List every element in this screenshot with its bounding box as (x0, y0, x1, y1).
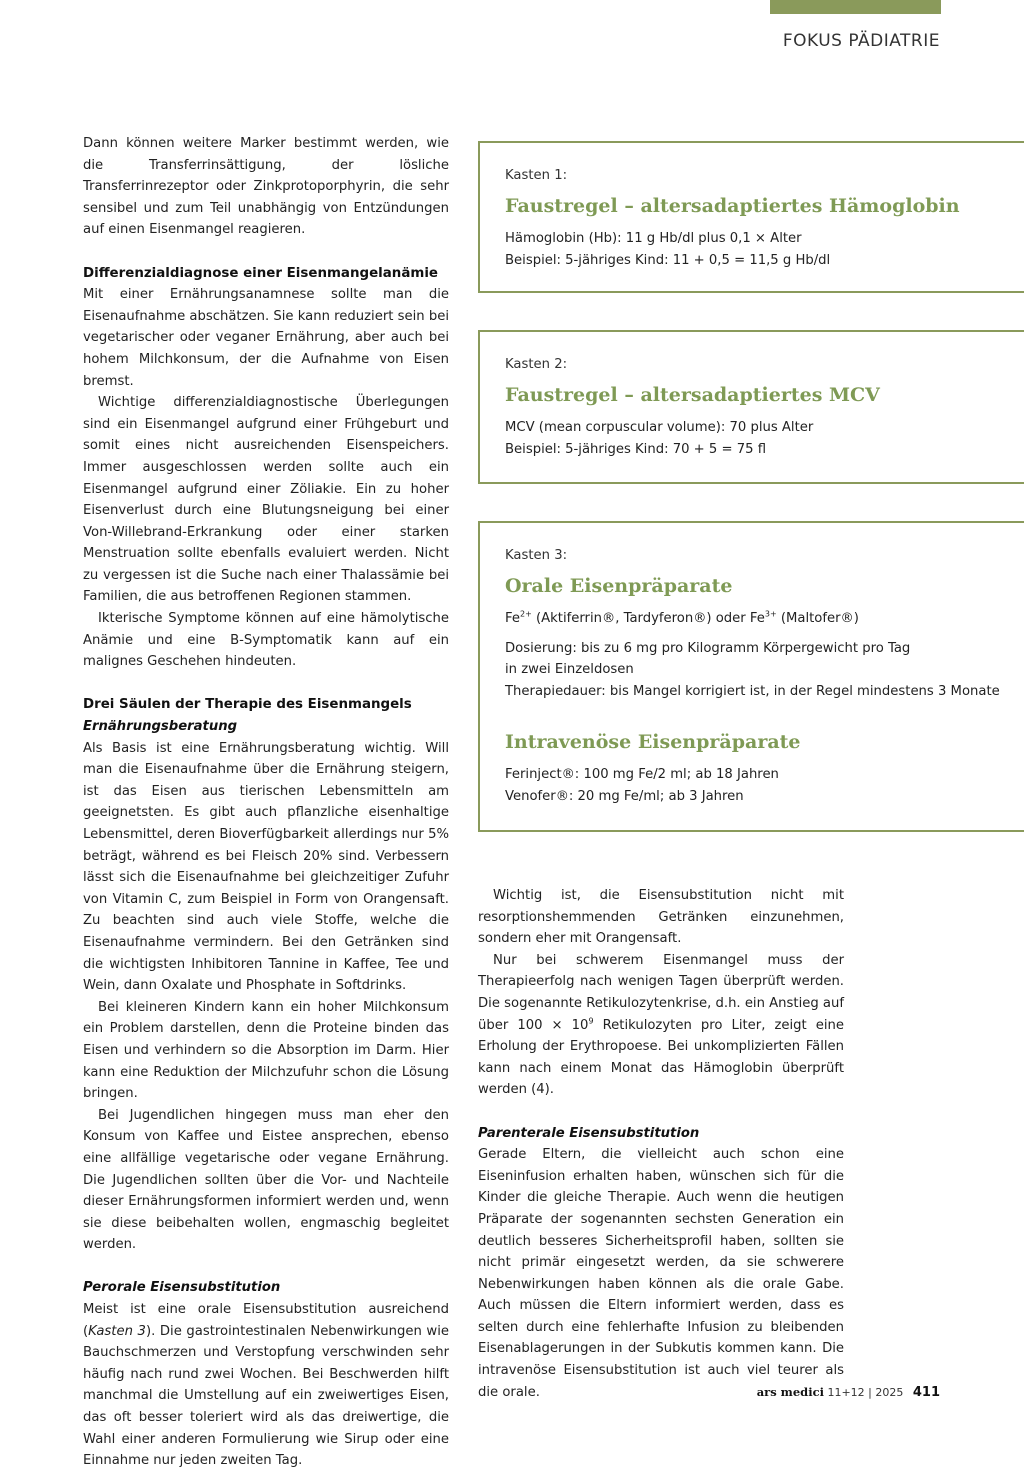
box-kicker: Kasten 1: (505, 168, 568, 183)
paragraph: Als Basis ist eine Ernährungsberatung wichtig. Will man die Eisenaufnahme über die Ernährung steigern, ist das Eisen aus tierischen Lebensmitteln am geeignetsten. Es gibt auch pflanzliche eisenhaltige Lebensmittel, deren Bioverfügbarkeit allerdings nur 5% beträgt, während es bei Fleisch 20% sind. Verbessern lässt sich die Eisenaufnahme bei gleichzeitiger Zufuhr von Vitamin C, zum Beispiel in Form von Orangensaft. Zu beachten sind auch viele Stoffe, welche die Eisenaufnahme vermindern. Bei den Getränken sind die wichtigsten Inhibitoren Tannine in Kaffee, Tee und Wein, dann Oxalate und Phosphate in Softdrinks. (83, 740, 449, 994)
subheading-nutrition-counseling: Ernährungsberatung (83, 719, 238, 735)
intro-paragraph: Dann können weitere Marker bestimmt werden, wie die Transferrinsättigung, der lösliche Transferrinrezeptor oder Zinkprotoporphyrin, die sehr sensibel und zum Teil unabhängig von Entzündungen auf einen Eisenmangel reagieren. (83, 136, 449, 238)
box-title: Orale Eisenpräparate (505, 575, 733, 597)
box-line: MCV (mean corpuscular volume): 70 plus Alter (505, 420, 814, 435)
box-title-iv: Intravenöse Eisenpräparate (505, 731, 801, 753)
paragraph: Meist ist eine orale Eisensubstitution ausreichend (Kasten 3). Die gastrointestinalen Nebenwirkungen wie Bauchschmerzen und Verstopfung verschwinden sehr häufig nach rund zwei Wochen. Bei Beschwerden hilft manchmal die Umstellung auf ein zweiwertiges Eisen, das oft besser toleriert wird als das dreiwertige, die Wahl einer anderen Formulierung wie Sirup oder eine Einnahme nur jeden zweiten Tag. (83, 1302, 449, 1469)
box-line: Beispiel: 5-jähriges Kind: 70 + 5 = 75 fl (505, 441, 767, 457)
paragraph: Bei Jugendlichen hingegen muss man eher den Konsum von Kaffee und Eistee ansprechen, ebenso eine allfällige vegetarische oder vegane Ernährung. Die Jugendlichen sollten über die Vor- und Nachteile dieser Ernährungsformen informiert werden und, wenn sie diese beibehalten wollen, engmaschig begleitet werden. (83, 1107, 449, 1253)
box-line: Ferinject®: 100 mg Fe/2 ml; ab 18 Jahren (505, 767, 779, 782)
box-title: Faustregel – altersadaptiertes Hämoglobin (505, 195, 960, 217)
journal-name: ars medici (756, 1385, 824, 1399)
duration-line: Therapiedauer: bis Mangel korrigiert ist, in der Regel mindestens 3 Monate (505, 683, 1000, 699)
box-line: Beispiel: 5-jähriges Kind: 11 + 0,5 = 11,5 g Hb/dl (505, 252, 831, 268)
box-reference: Kasten 3 (88, 1323, 146, 1339)
paragraph: Gerade Eltern, die vielleicht auch schon eine Eiseninfusion erhalten haben, wünschen sich für die Kinder die gleiche Therapie. Auch wenn die heutigen Präparate der sogenannten sechsten Generation ein deutlich besseres Sicherheitsprofil haben, sollten sie nicht primär eingesetzt werden, da sie schwerere Nebenwirkungen haben können als die orale Gabe. Auch müssen die Eltern informiert werden, dass es selten durch eine fehlerhafte Infusion zu bleibenden Eisenablagerungen in der Subkutis kommen kann. Die intravenöse Eisensubstitution ist auch viel teurer als die orale. (478, 1147, 844, 1400)
subheading-peroral-substitution: Perorale Eisensubstitution (83, 1280, 281, 1296)
issue: 11+12 | 2025 (827, 1386, 904, 1399)
box-kicker: Kasten 2: (505, 357, 568, 372)
paragraph: Mit einer Ernährungsanamnese sollte man die Eisenaufnahme abschätzen. Sie kann reduziert sein bei vegetarischer oder veganer Ernährung, aber auch bei hohem Milchkonsum, der die Aufnahme von Eisen bremst. (83, 287, 449, 389)
dosage-line: Dosierung: bis zu 6 mg pro Kilogramm Körpergewicht pro Tag in zwei Einzeldosen (505, 640, 911, 677)
section-label: FOKUS PÄDIATRIE (782, 31, 940, 51)
paragraph: Wichtig ist, die Eisensubstitution nicht mit resorptionshemmenden Getränken einzunehmen, sondern eher mit Orangensaft. (478, 888, 844, 947)
paragraph: Ikterische Symptome können auf eine hämolytische Anämie und eine B-Symptomatik kann auf ein malignes Geschehen hindeuten. (83, 611, 449, 670)
subheading-parenteral-substitution: Parenterale Eisensubstitution (478, 1125, 700, 1141)
box-line: Hämoglobin (Hb): 11 g Hb/dl plus 0,1 × Alter (505, 231, 802, 246)
paragraph: Nur bei schwerem Eisenmangel muss der Therapieerfolg nach wenigen Tagen überprüft werden. Die sogenannte Retikulozytenkrise, d.h. ein Anstieg auf über $100 \times 10^9$ Retikulozyten pro Liter, zeigt eine Erholung der Erythropoese. Bei unkomplizierten Fällen kann nach einem Monat das Hämoglobin überprüft werden (4). (478, 952, 844, 1098)
box-line: Venofer®: 20 mg Fe/ml; ab 3 Jahren (505, 788, 744, 804)
left-column (83, 133, 449, 1472)
heading-therapy-pillars: Drei Säulen der Therapie des Eisenmangels (83, 697, 412, 713)
box-3 (478, 521, 1024, 832)
box-1 (478, 141, 1024, 293)
paragraph: Bei kleineren Kindern kann ein hoher Milchkonsum ein Problem darstellen, denn die Proteine binden das Eisen und verhindern so die Absorption im Darm. Hier kann eine Reduktion der Milchzufuhr schon die Lösung bringen. (83, 999, 449, 1102)
iron-forms-line: $Fe^{2+}$ (Aktiferrin®, Tardyferon®) oder $Fe^{3+}$ (Maltofer®) (505, 609, 859, 626)
accent-bar (770, 0, 941, 14)
heading-differential-diagnosis: Differenzialdiagnose einer Eisenmangelanämie (83, 265, 438, 281)
footer (757, 1385, 940, 1400)
box-title: Faustregel – altersadaptiertes MCV (505, 384, 880, 406)
box-2 (478, 330, 1024, 484)
paragraph: Wichtige differenzialdiagnostische Überlegungen sind ein Eisenmangel aufgrund einer Frühgeburt und somit eines nicht ausreichenden Eisenspeichers. Immer ausgeschlossen werden sollte auch ein Eisenmangel aufgrund einer Zöliakie. Ein zu hoher Eisenverlust durch eine Blutungsneigung bei einer Von-Willebrand-Erkrankung oder einer starken Menstruation sollte ebenfalls evaluiert werden. Nicht zu vergessen ist die Suche nach einer Thalassämie bei Familien, die aus betroffenen Regionen stammen. (83, 395, 449, 605)
box-kicker: Kasten 3: (505, 548, 568, 563)
right-column (478, 885, 844, 1403)
page-number: 411 (912, 1385, 940, 1400)
